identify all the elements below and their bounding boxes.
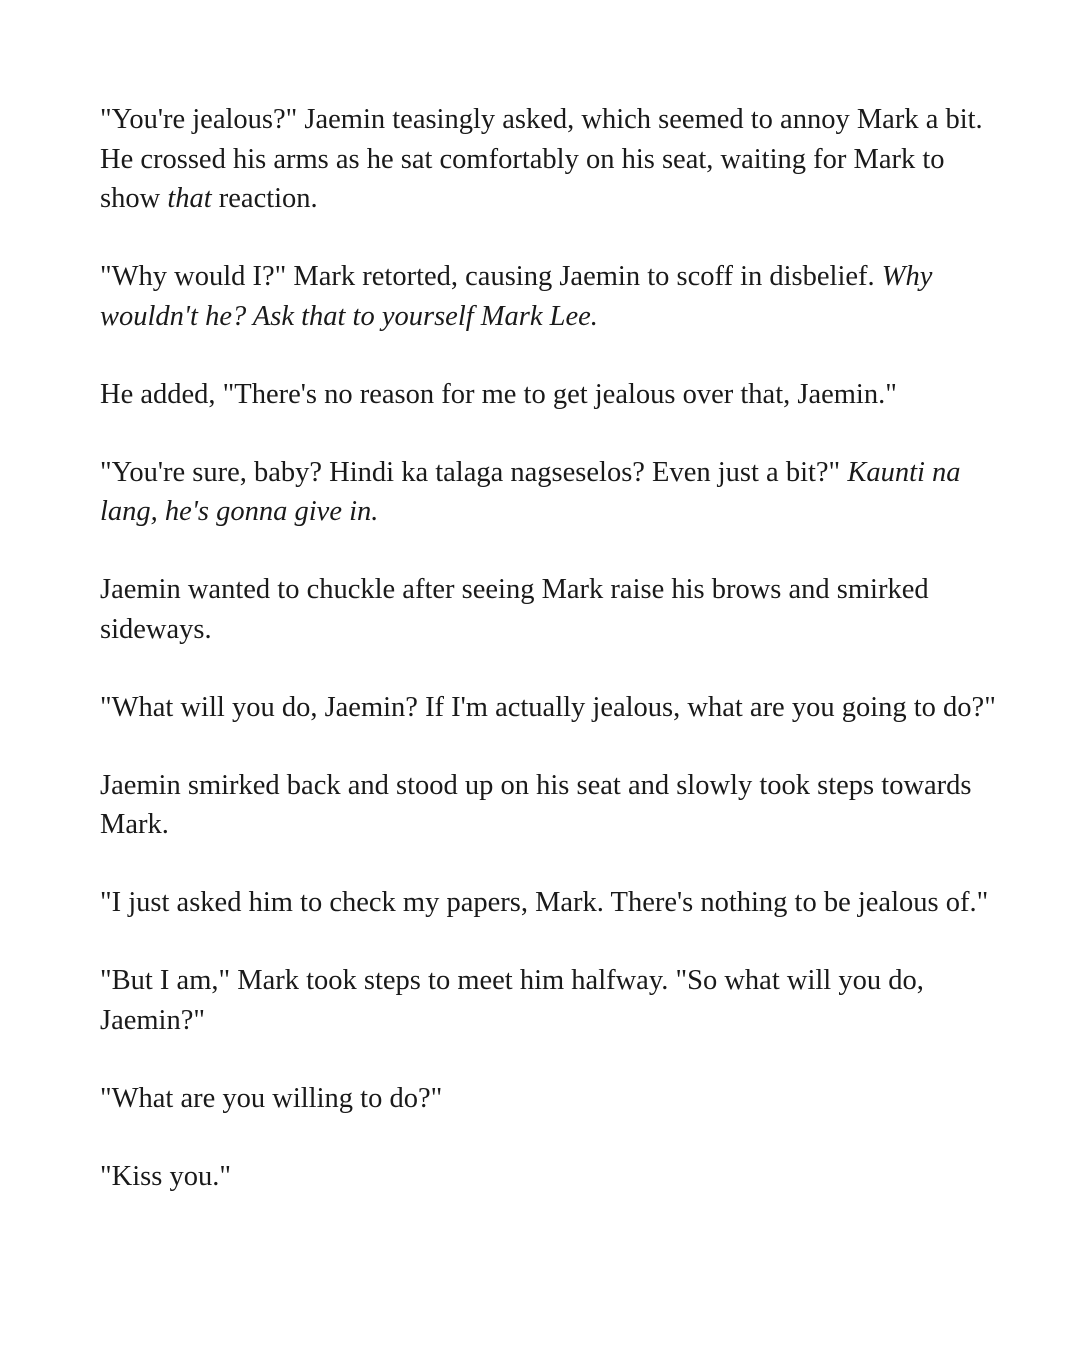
paragraph-11	[100, 1157, 1000, 1197]
emphasis-text: Why wouldn't he? Ask that to yourself Mark Lee.	[100, 261, 933, 332]
text-segment: "Kiss you."	[100, 1160, 231, 1192]
paragraph-4	[100, 453, 1000, 532]
story-page	[100, 100, 1000, 1235]
text-segment: He added, "There's no reason for me to get jealous over that, Jaemin."	[100, 378, 897, 410]
text-segment: "What will you do, Jaemin? If I'm actually jealous, what are you going to do?"	[100, 691, 996, 723]
paragraph-2	[100, 257, 1000, 336]
paragraph-1	[100, 100, 1000, 219]
text-segment: Jaemin wanted to chuckle after seeing Mark raise his brows and smirked sideways.	[100, 574, 929, 645]
paragraph-5	[100, 570, 1000, 649]
text-segment: "What are you willing to do?"	[100, 1082, 443, 1114]
paragraph-8	[100, 883, 1000, 923]
paragraph-9	[100, 961, 1000, 1040]
paragraph-7	[100, 766, 1000, 845]
text-segment: Jaemin smirked back and stood up on his seat and slowly took steps towards Mark.	[100, 769, 972, 840]
emphasis-text: that	[167, 183, 212, 214]
text-segment: "Why would I?" Mark retorted, causing Jaemin to scoff in disbelief.	[100, 261, 882, 292]
paragraph-6	[100, 688, 1000, 728]
text-segment: "But I am," Mark took steps to meet him halfway. "So what will you do, Jaemin?"	[100, 965, 924, 1036]
paragraph-10	[100, 1079, 1000, 1119]
text-segment: "I just asked him to check my papers, Mark. There's nothing to be jealous of."	[100, 887, 989, 918]
text-segment: reaction.	[211, 183, 318, 214]
text-segment: "You're sure, baby? Hindi ka talaga nagseselos? Even just a bit?"	[100, 456, 848, 488]
emphasis-text: Kaunti na lang, he's gonna give in.	[100, 456, 961, 527]
text-segment: "You're jealous?" Jaemin teasingly asked, which seemed to annoy Mark a bit. He crossed his arms as he sat comfortably on his seat, waiting for Mark to show	[100, 104, 983, 214]
paragraph-3	[100, 375, 1000, 415]
